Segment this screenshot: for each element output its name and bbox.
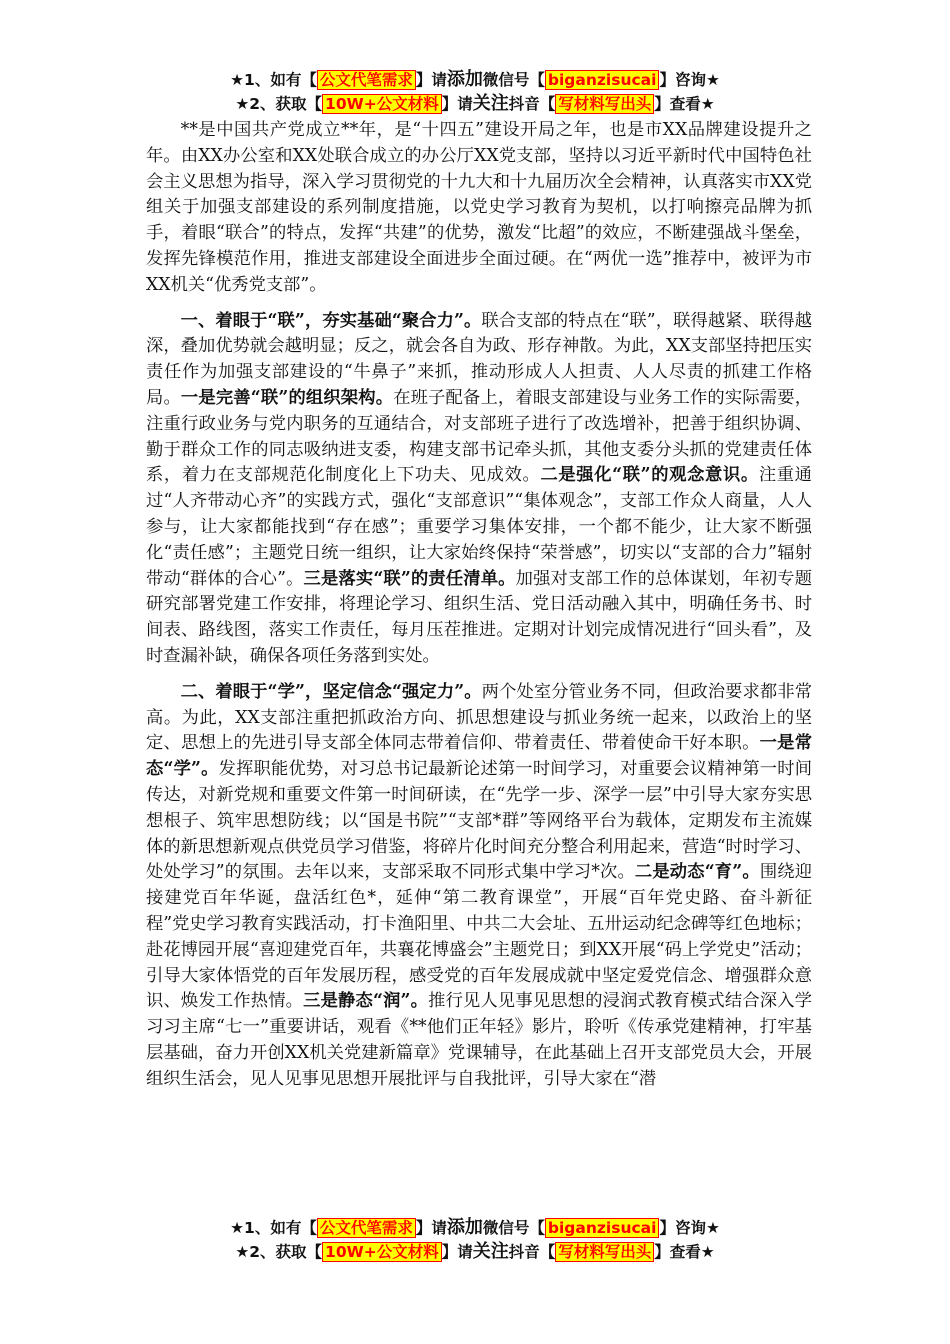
section-2-paragraph: 二、着眼于“学”，坚定信念“强定力”。两个处室分管业务不同，但政治要求都非常高。为此，XX支部注重把抓政治方向、抓思想建设与抓业务统一起来，以政治上的坚定、思想上的先进引导支部全体同志带着信仰、带着责任、带着使命干好本职。一是常态“学”。发挥职能优势，对习总书记最新论述第一时间学习，对重要会议精神第一时间传达，对新党规和重要文件第一时间研读，在“先学一步、深学一层”中引导大家夯实思想根子、筑牢思想防线；以“国是书院”“支部*群”等网络平台为载体，定期发布主流媒体的新思想新观点供党员学习借鉴，将碎片化时间充分整合利用起来，营造“时时学习、处处学习”的氛围。去年以来，支部采取不同形式集中学习*次。二是动态“育”。围绕迎接建党百年华诞，盘活红色*，延伸“第二教育课堂”，开展“百年党史路、奋斗新征程”党史学习教育实践活动，打卡渔阳里、中共二大会址、五卅运动纪念碑等红色地标；赴花博园开展“喜迎建党百年，共襄花博盛会”主题党日；到XX开展“码上学党史”活动；引导大家体悟党的百年发展历程，感受党的百年发展成就中坚定爱党信念、增强群众意识、焕发工作热情。三是静态“润”。推行见人见事见思想的浸润式教育模式结合深入学习习主席“七一”重要讲话，观看《**他们正年轻》影片，聆听《传承党建精神，打牢基层基础，奋力开创XX机关党建新篇章》党课辅导，在此基础上召开支部党员大会，开展组织生活会，见人见事见思想开展批评与自我批评，引导大家在“潜 (146, 681, 812, 1089)
section-1-heading: 一、着眼于“联”，夯实基础“聚合力”。 (180, 310, 482, 331)
highlight-service: 公文代笔需求 (317, 70, 416, 90)
section-2-heading: 二、着眼于“学”，坚定信念“强定力”。 (180, 681, 482, 702)
footer-banner (140, 1216, 810, 1264)
subpoint-heading: 一是常态“学”。 (146, 733, 812, 780)
document-body (146, 118, 812, 1092)
highlight-wechat-id: biganzisucai (545, 1218, 660, 1238)
highlight-wechat-id: biganzisucai (545, 70, 660, 90)
subpoint-heading: 二是动态“育”。 (634, 862, 760, 883)
banner-line-1: ★1、如有【 公文代笔需求 】请添加微信号【 biganzisucai 】咨询★ (230, 69, 720, 90)
subpoint-heading: 一是完善“联”的组织架构。 (180, 387, 394, 408)
highlight-materials: 10W+公文材料 (322, 1242, 442, 1262)
subpoint-heading: 二是强化“联”的观念意识。 (540, 465, 759, 486)
subpoint-heading: 三是静态“润”。 (303, 991, 429, 1012)
banner-line-1: ★1、如有【 公文代笔需求 】请添加微信号【 biganzisucai 】咨询★ (230, 1217, 720, 1238)
section-1-paragraph: 一、着眼于“联”，夯实基础“聚合力”。联合支部的特点在“联”，联得越紧、联得越深，叠加优势就会越明显；反之，就会各自为政、形存神散。为此，XX支部坚持把压实责任作为加强支部建设的“牛鼻子”来抓，推动形成人人担责、人人尽责的抓建工作格局。一是完善“联”的组织架构。在班子配备上，着眼支部建设与业务工作的实际需要，注重行政业务与党内职务的互通结合，对支部班子进行了改选增补，把善于组织协调、勤于群众工作的同志吸纳进支委，构建支部书记牵头抓，其他支委分头抓的党建责任体系，着力在支部规范化制度化上下功夫、见成效。二是强化“联”的观念意识。注重通过“人齐带动心齐”的实践方式，强化“支部意识”“集体观念”，支部工作众人商量，人人参与，让大家都能找到“存在感”；重要学习集体安排，一个都不能少，让大家不断强化“责任感”；主题党日统一组织，让大家始终保持“荣誉感”，切实以“支部的合力”辐射带动“群体的合心”。三是落实“联”的责任清单。加强对支部工作的总体谋划，年初专题研究部署党建工作安排，将理论学习、组织生活、党日活动融入其中，明确任务书、时间表、路线图，落实工作责任，每月压茬推进。定期对计划完成情况进行“回头看”，及时查漏补缺，确保各项任务落到实处。 (146, 310, 812, 666)
highlight-materials: 10W+公文材料 (322, 94, 442, 114)
highlight-douyin: 写材料写出头 (555, 1242, 654, 1262)
highlight-douyin: 写材料写出头 (555, 94, 654, 114)
star-icon: ★ (230, 71, 245, 89)
highlight-service: 公文代笔需求 (317, 1218, 416, 1238)
banner-line-2: ★2、获取【 10W+公文材料 】请关注抖音【 写材料写出头 】查看★ (235, 1241, 715, 1262)
star-icon: ★ (235, 95, 250, 113)
header-banner (140, 68, 810, 116)
star-icon: ★ (230, 1219, 245, 1237)
star-icon: ★ (235, 1243, 250, 1261)
intro-paragraph: **是中国共产党成立**年，是“十四五”建设开局之年，也是市XX品牌建设提升之年。由XX办公室和XX处联合成立的办公厅XX党支部，坚持以习近平新时代中国特色社会主义思想为指导，深入学习贯彻党的十九大和十九届历次全会精神，认真落实市XX党组关于加强支部建设的系列制度措施，以党史学习教育为契机，以打响擦亮品牌为抓手，着眼“联合”的特点，发挥“共建”的优势，激发“比超”的效应，不断建强战斗堡垒，发挥先锋模范作用，推进支部建设全面进步全面过硬。在“两优一选”推荐中，被评为市XX机关“优秀党支部”。 (146, 120, 812, 295)
banner-line-2: ★2、获取【 10W+公文材料 】请关注抖音【 写材料写出头 】查看★ (235, 93, 715, 114)
subpoint-heading: 三是落实“联”的责任清单。 (303, 568, 516, 589)
